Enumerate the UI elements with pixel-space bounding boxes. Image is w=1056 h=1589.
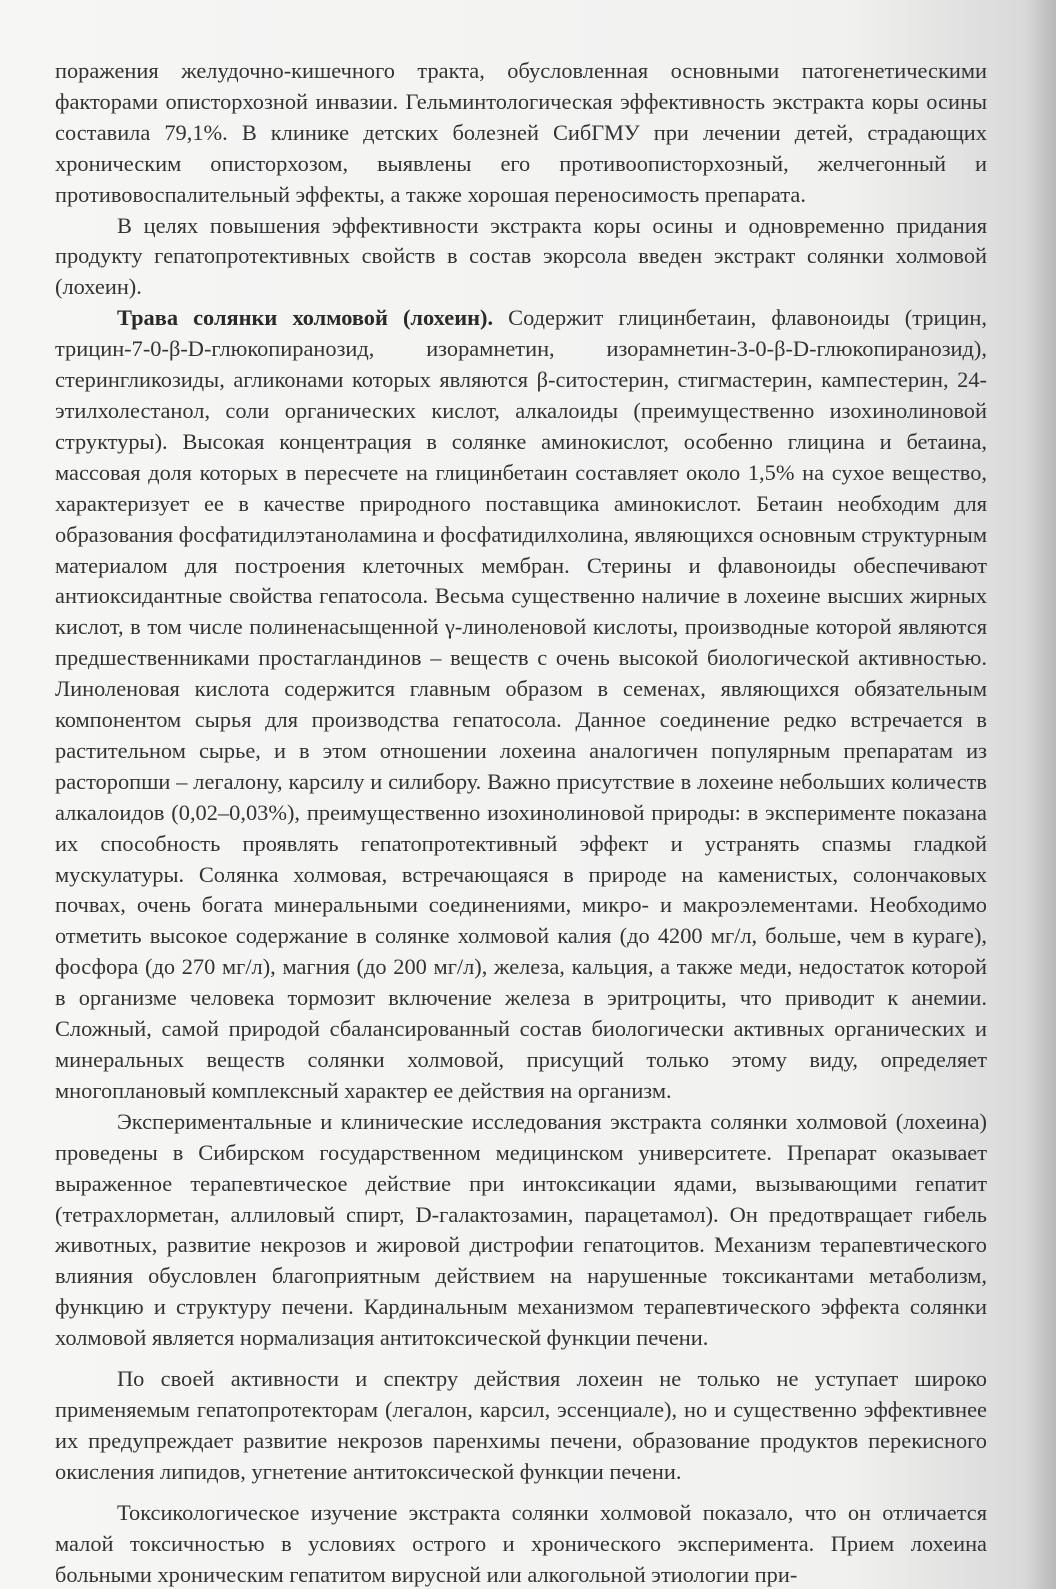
paragraph-text: Экспериментальные и клинические исследования экстракта солянки холмовой (лохеина) проведены в Сибирском государственном медицинском университете. Препарат оказывает выраженное терапевтическое действие при интоксикации ядами, вызывающими гепатит (тетрахлорметан, аллиловый спирт, D-галактозамин, парацетамол). Он предотвращает гибель животных, развитие некрозов и жировой дистрофии гепатоцитов. Механизм терапевтического влияния обусловлен благоприятным действием на нарушенные токсикантами метаболизм, функцию и структуру печени. Кардинальным механизмом терапевтического эффекта солянки холмовой является нормализация антитоксической функции печени. (55, 1108, 987, 1351)
paragraph-text: Токсикологическое изучение экстракта солянки холмовой показало, что он отличается малой токсичностью в условиях острого и хронического эксперимента. Прием лохеина больными хроническим гепатитом вирусной или алкогольной этиологии при- (55, 1499, 987, 1587)
body-text (55, 56, 987, 1589)
paragraph-activity-spectrum (55, 1364, 987, 1488)
paragraph-text: Содержит глицинбетаин, флавоноиды (трицин, трицин-7-0-β-D-глюкопиранозид, изорамнетин, изорамнетин-3-0-β-D-глюкопиранозид), стерингликозиды, агликонами которых являются β-ситостерин, стигмастерин, кампестерин, 24-этилхолестанол, соли органических кислот, алкалоиды (преимущественно изохинолиновой структуры). Высокая концентрация в солянке аминокислот, особенно глицина и бетаина, массовая доля которых в пересчете на глицинбетаин составляет около 1,5% на сухое вещество, характеризует ее в качестве природного поставщика аминокислот. Бетаин необходим для образования фосфатидилэтаноламина и фосфатидилхолина, являющихся основным структурным материалом для построения клеточных мембран. Стерины и флавоноиды обеспечивают антиоксидантные свойства гепатосола. Весьма существенно наличие в лохеине высших жирных кислот, в том числе полиненасыщенной γ-линоленовой кислоты, производные которой являются предшественниками простагландинов – веществ с очень высокой биологической активностью. Линоленовая кислота содержится главным образом в семенах, являющихся обязательным компонентом сырья для производства гепатосола. Данное соединение редко встречается в растительном сырье, и в этом отношении лохеина аналогичен популярным препаратам из расторопши – легалону, карсилу и силибору. Важно присутствие в лохеине небольших количеств алкалоидов (0,02–0,03%), преимущественно изохинолиновой природы: в эксперименте показана их способность проявлять гепатопротективный эффект и устранять спазмы гладкой мускулатуры. Солянка холмовая, встречающаяся в природе на каменистых, солончаковых почвах, очень богата минеральными соединениями, микро- и макроэлементами. Необходимо отметить высокое содержание в солянке холмовой калия (до 4200 мг/л, больше, чем в кураге), фосфора (до 270 мг/л), магния (до 200 мг/л), железа, кальция, а также меди, недостаток которой в организме человека тормозит включение железа в эритроциты, что приводит к анемии. Сложный, самой природой сбалансированный состав биологически активных органических и минеральных веществ солянки холмовой, присущий только этому виду, определяет многоплановый комплексный характер ее действия на организм. (55, 305, 987, 1103)
paragraph-lead-heading: Трава солянки холмовой (лохеин). (117, 305, 494, 331)
paragraph-experimental-studies (55, 1107, 987, 1354)
paragraph-text: По своей активности и спектру действия лохеин не только не уступает широко применяемым гепатопротекторам (легалон, карсил, эссенциале), но и существенно эффективнее их предупреждает развитие некрозов паренхимы печени, образование продуктов перекисного окисления липидов, угнетение антитоксической функции печени. (55, 1366, 987, 1484)
paragraph-continuation (55, 56, 987, 211)
paragraph-aspen-extract (55, 211, 987, 304)
paragraph-text: В целях повышения эффективности экстракта коры осины и одновременно придания продукту гепатопротективных свойств в состав экорсола введен экстракт солянки холмовой (лохеин). (55, 212, 987, 300)
paragraph-text: поражения желудочно-кишечного тракта, обусловленная основными патогенетическими факторами описторхозной инвазии. Гельминтологическая эффективность экстракта коры осины составила 79,1%. В клинике детских болезней СибГМУ при лечении детей, страдающих хроническим описторхозом, выявлены его противоописторхозный, желчегонный и противовоспалительный эффекты, а также хорошая переносимость препарата. (55, 58, 987, 207)
paragraph-toxicology (55, 1498, 987, 1589)
paragraph-lokhein (55, 303, 987, 1107)
